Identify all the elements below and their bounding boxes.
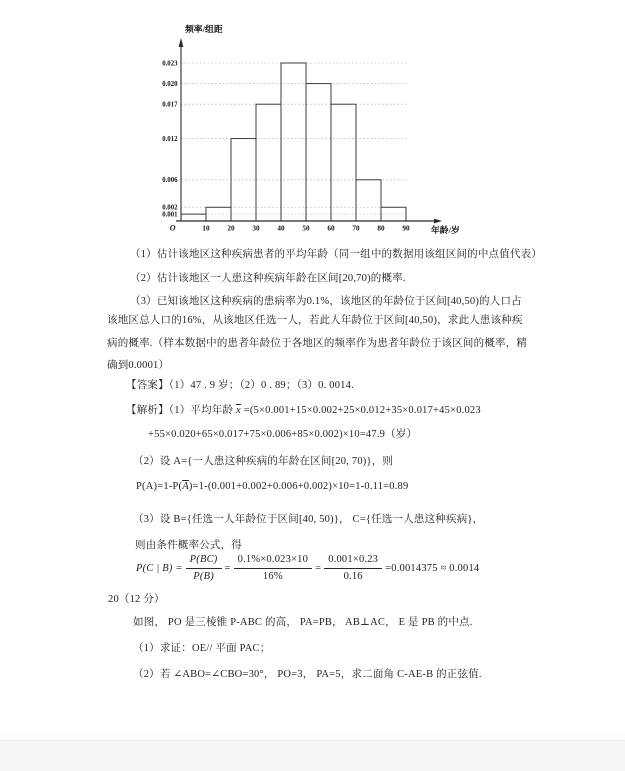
solution2-line2: [136, 481, 408, 492]
q19-part3-line2: 该地区总人口的16%，从该地区任选一人，若此人年龄位于区间[40,50)，求此人患该种疾: [107, 315, 523, 326]
formula-equals-2: =: [315, 562, 322, 574]
pa-rest: )=1-(0.001+0.002+0.006+0.002)×10=1-0.11=0.89: [188, 481, 409, 492]
q20-part1: （1）求证：OE// 平面 PAC；: [133, 643, 271, 654]
svg-text:0.023: 0.023: [162, 60, 178, 68]
fraction3-denominator: 0.16: [343, 570, 363, 582]
conditional-probability-formula: [135, 552, 480, 584]
formula-lhs: P(C | B) =: [136, 562, 183, 574]
svg-text:0.012: 0.012: [162, 135, 178, 143]
solution1-rest: =(5×0.001+15×0.002+25×0.012+35×0.017+45×0.023: [240, 405, 481, 416]
solution1-line1: [126, 402, 481, 417]
solution1-line2: +55×0.020+65×0.017+75×0.006+85×0.002)×10=47.9（岁）: [148, 429, 418, 440]
svg-text:80: 80: [377, 224, 385, 233]
svg-text:0.006: 0.006: [162, 177, 178, 185]
svg-text:0.017: 0.017: [162, 101, 178, 109]
svg-text:40: 40: [277, 224, 285, 233]
formula-equals-1: =: [224, 562, 231, 574]
solution3-line1: （3）设 B={任选一人年龄位于区间[40, 50)}， C={任选一人患这种疾病}，: [133, 514, 484, 525]
svg-text:10: 10: [202, 224, 210, 233]
svg-text:30: 30: [252, 224, 260, 233]
footer-bar: [0, 740, 625, 771]
fraction1-numerator: P(BC): [186, 553, 222, 568]
q19-part3-line4: 确到0.0001）: [107, 360, 170, 371]
fraction3-numerator: 0.001×0.23: [324, 553, 382, 568]
svg-text:O: O: [169, 223, 176, 233]
svg-text:70: 70: [352, 224, 360, 233]
frequency-histogram: [150, 18, 470, 240]
q19-part1-text: （1）估计该地区这种疾病患者的平均年龄（同一组中的数据用该组区间的中点值代表）: [130, 249, 543, 260]
svg-text:0.002: 0.002: [162, 204, 178, 212]
footer-fade: [0, 726, 625, 740]
abar-symbol: $\overline{A}$: [182, 481, 189, 492]
solution2-line1: （2）设 A={一人患这种疾病的年龄在区间[20, 70)}，则: [133, 456, 394, 467]
fraction-decimal: [324, 553, 382, 582]
svg-text:60: 60: [327, 224, 335, 233]
solution3-line2: 则由条件概率公式，得: [135, 540, 242, 551]
svg-text:50: 50: [302, 224, 310, 233]
fraction1-denominator: P(B): [193, 570, 214, 582]
svg-text:频率/组距: 频率/组距: [185, 24, 223, 34]
fraction-pbc-pb: [186, 553, 222, 582]
fraction-percent: [234, 553, 312, 582]
q19-part3-line1: （3）已知该地区这种疾病的患病率为0.1%，该地区的年龄位于区间[40,50)的人口占: [130, 296, 522, 307]
q20-header: 20（12 分）: [108, 594, 165, 605]
svg-text:90: 90: [402, 224, 410, 233]
q19-part3-line3: 病的概率.（样本数据中的患者年龄位于各地区的频率作为患者年龄位于该区间的概率，精: [107, 338, 528, 349]
q20-intro: 如图， PO 是三棱锥 P-ABC 的高， PA=PB， AB⊥AC， E 是 PB 的中点.: [133, 617, 473, 628]
pa-prefix: P(A)=1-P(: [136, 481, 183, 492]
answer-line: 【答案】（1）47 . 9 岁；（2）0 . 89；（3）0. 0014.: [126, 380, 354, 391]
solution1-prefix: 【解析】（1）平均年龄: [126, 405, 237, 416]
svg-text:20: 20: [227, 224, 235, 233]
svg-text:0.020: 0.020: [162, 81, 178, 88]
q19-part2-text: （2）估计该地区一人患这种疾病年龄在区间[20,70)的概率.: [130, 273, 406, 284]
fraction2-numerator: 0.1%×0.023×10: [234, 553, 312, 568]
q20-part2: （2）若 ∠ABO=∠CBO=30°， PO=3， PA=5，求二面角 C-AE-B 的正弦值.: [133, 669, 482, 680]
xbar-symbol: $\overline{x}$: [236, 405, 241, 416]
formula-result: =0.0014375 ≈ 0.0014: [385, 562, 480, 574]
svg-text:年龄/岁: 年龄/岁: [431, 225, 460, 235]
svg-text:0.001: 0.001: [162, 211, 178, 219]
fraction2-denominator: 16%: [262, 570, 283, 582]
